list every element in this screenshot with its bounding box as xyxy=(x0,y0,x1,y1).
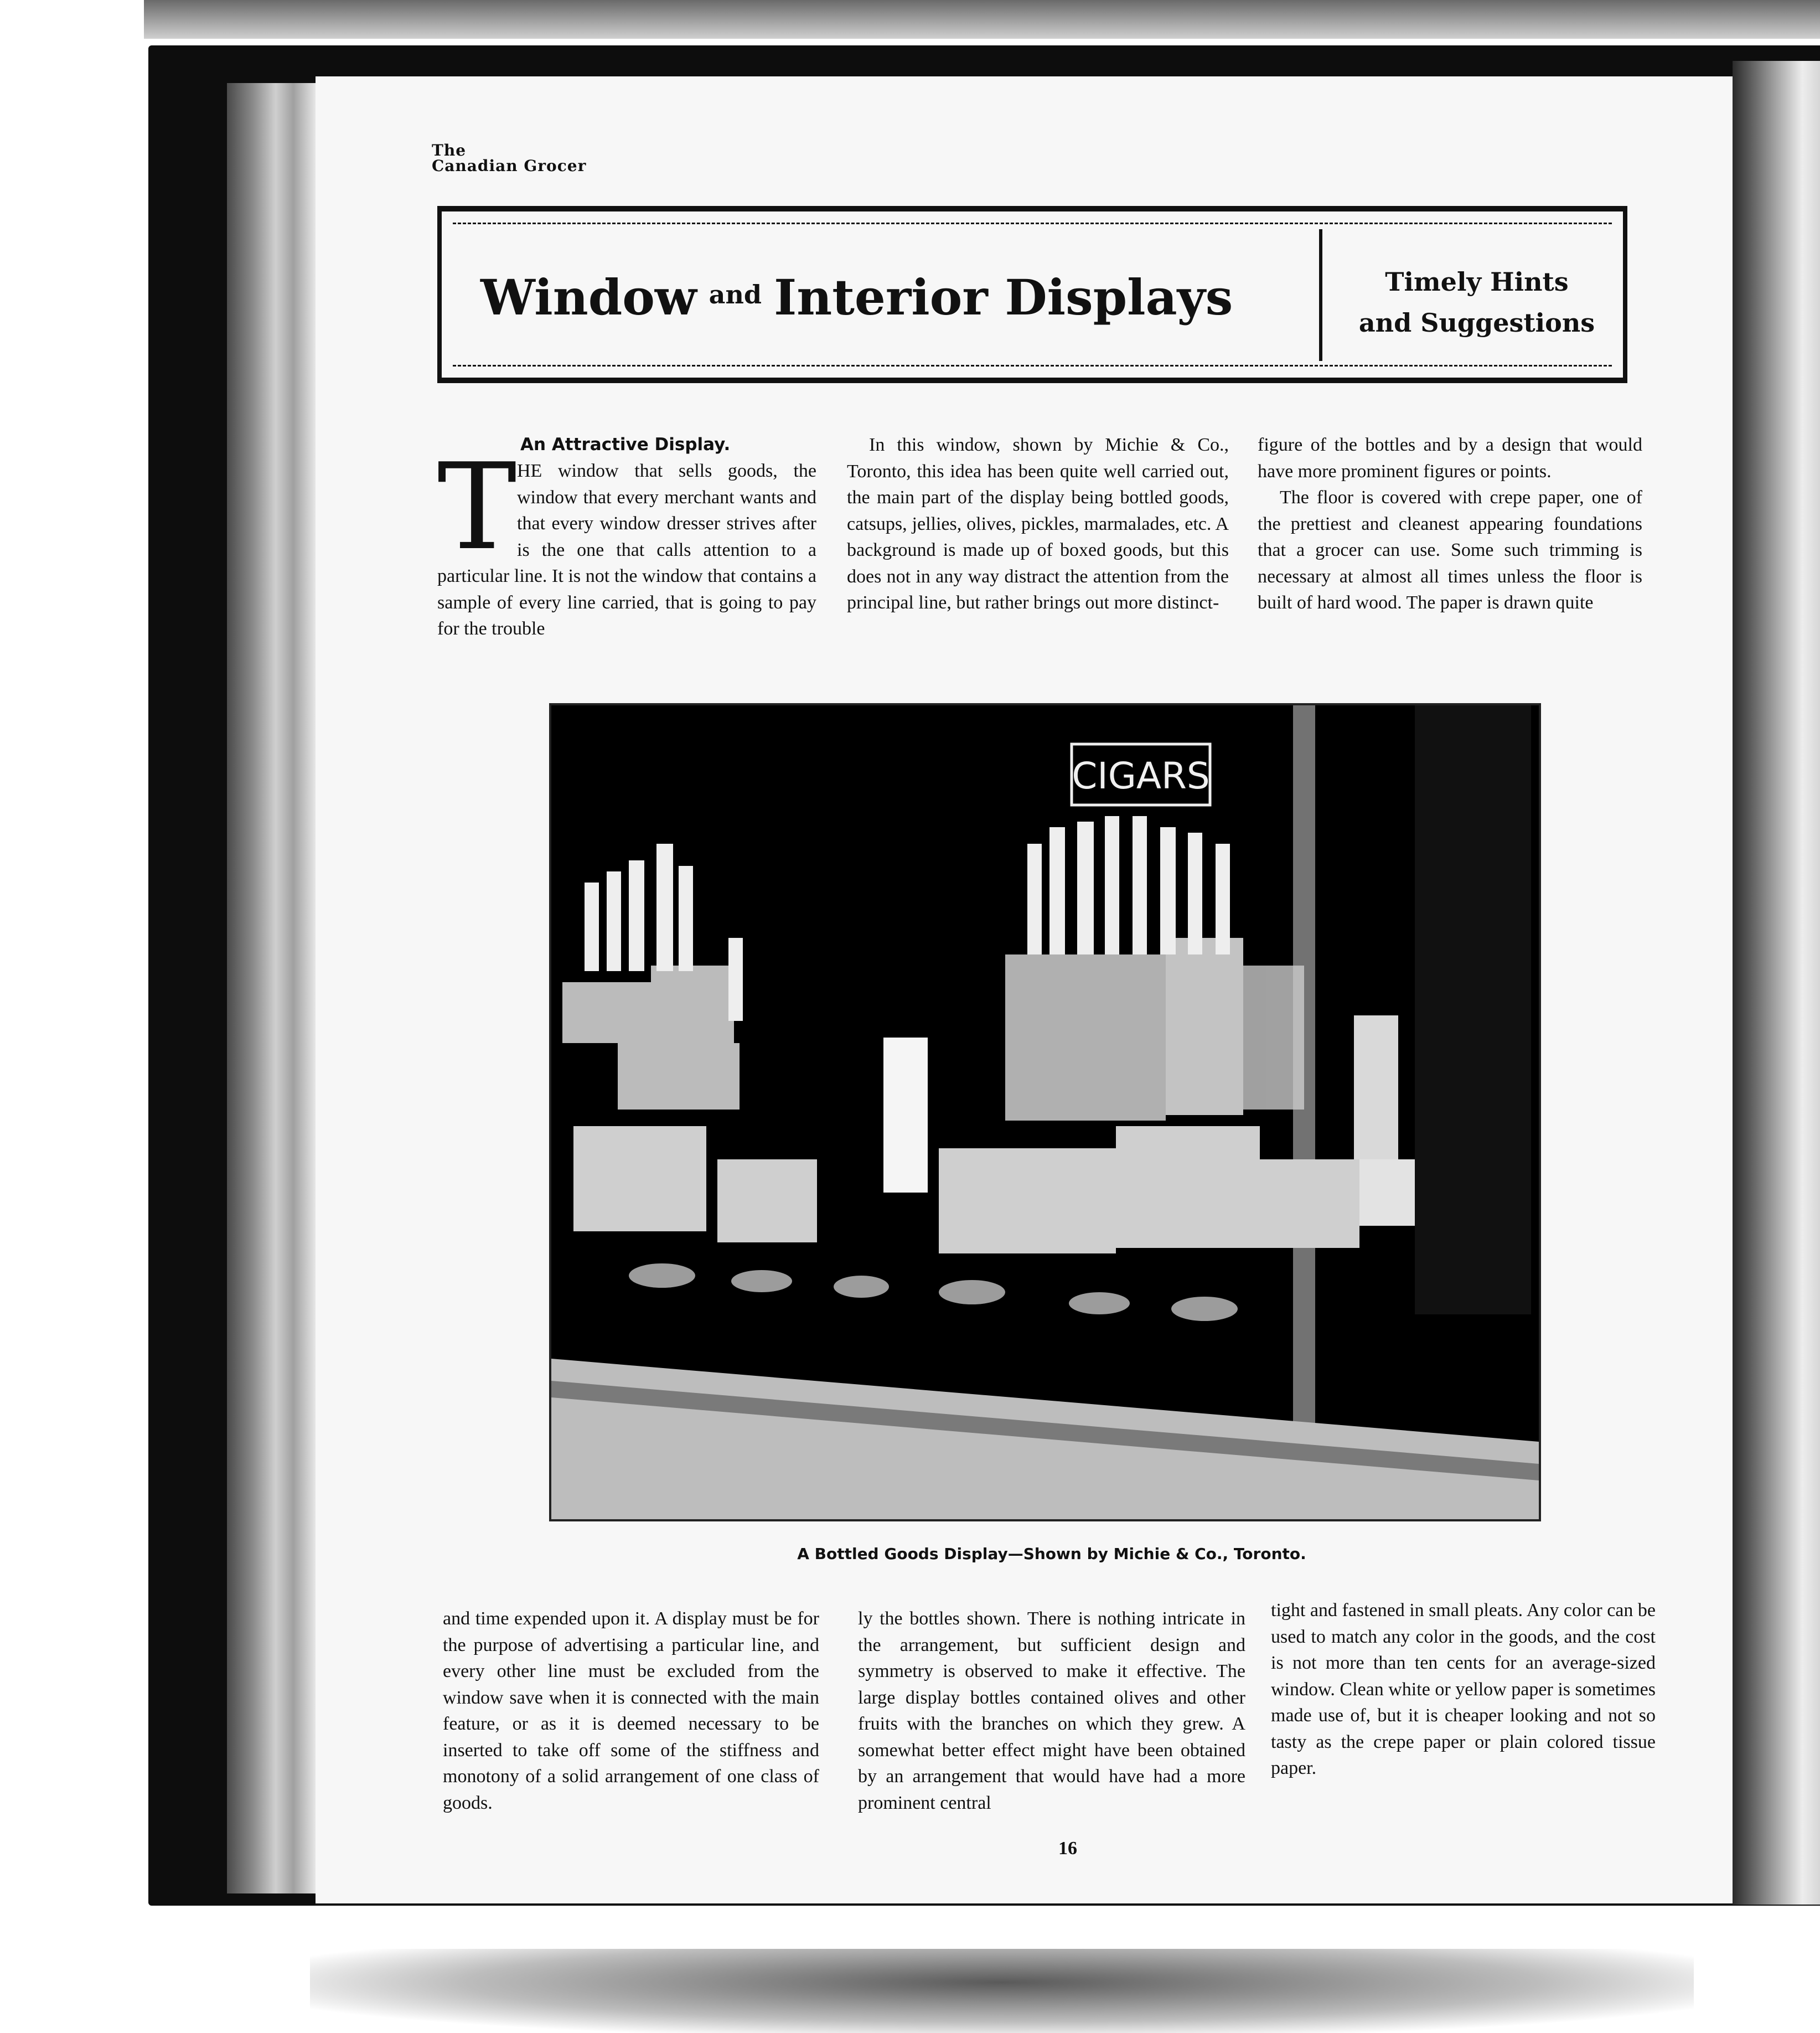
banner-side-line1: Timely Hints xyxy=(1385,267,1569,297)
banner-divider xyxy=(1319,229,1322,361)
column-2-bottom-text: ly the bottles shown. There is nothing intricate in the arrangement, but sufficient design and symmetry is observed to make it effective. The large display bottles contained olives and other fruits with the branches on which they grew. A somewhat better effect might have been obtained by an arrangement that would have had a more prominent central xyxy=(858,1608,1245,1813)
column-2-top-text: In this window, shown by Michie & Co., Toronto, this idea has been quite well carried out, the main part of the display being bottled goods, catsups, jellies, olives, pickles, marmalades, etc. A background is made up of boxed goods, but this does not in any way distract the attention from the principal line, but rather brings out more distinct- xyxy=(847,435,1229,613)
column-2-bottom xyxy=(858,1606,1245,1816)
article-subheading: An Attractive Display. xyxy=(520,435,731,455)
scan-top-shadow xyxy=(144,0,1820,39)
section-banner xyxy=(437,206,1627,383)
column-1-bottom xyxy=(443,1606,819,1816)
photo-caption: A Bottled Goods Display—Shown by Michie & Co., Toronto. xyxy=(797,1545,1306,1563)
column-2-top xyxy=(847,432,1229,616)
banner-title-displays: Interior Displays xyxy=(774,269,1233,326)
banner-side-text xyxy=(1333,261,1621,343)
banner-title-and: and xyxy=(709,280,762,309)
column-3-top-para2: The floor is covered with crepe paper, one of the prettiest and cleanest appearing foundations that a grocer can use. Some such trimming is necessary at almost all times unless the floor is built of hard wood. The paper is drawn quite xyxy=(1258,487,1642,613)
banner-side-line2: and Suggestions xyxy=(1358,308,1595,338)
banner-title-window: Window xyxy=(480,269,697,326)
page-edges-left xyxy=(227,83,316,1893)
window-dark-pane xyxy=(1415,705,1531,1314)
photo-illustration xyxy=(551,705,1539,1519)
masthead-line2: Canadian Grocer xyxy=(432,157,587,175)
column-1-top-text: THE window that sells goods, the window that every merchant wants and that every window dresser strives after is the one that calls attention to a particular line. It is not the window that contains a sample of every line carried, that is going to pay for the trouble xyxy=(437,437,816,639)
masthead xyxy=(432,143,586,174)
display-photograph xyxy=(549,703,1541,1521)
scan-bottom-shadow xyxy=(310,1949,1694,2033)
window-post xyxy=(1293,705,1315,1519)
masthead-line1: The xyxy=(432,141,467,159)
column-3-bottom xyxy=(1271,1597,1656,1782)
column-3-top-para1: figure of the bottles and by a design that would have more prominent figures or points. xyxy=(1258,435,1642,482)
cigars-sign: CIGARS xyxy=(1072,755,1210,797)
page-number: 16 xyxy=(1058,1838,1077,1859)
page-edges-right xyxy=(1733,61,1820,1905)
banner-title xyxy=(480,267,1233,325)
column-3-top xyxy=(1258,432,1642,616)
column-1-top xyxy=(437,432,816,642)
drop-cap: T xyxy=(437,437,517,576)
column-1-bottom-text: and time expended upon it. A display must be for the purpose of advertising a particular line, and every other line must be excluded from the window save when it is connected with the main feature, or as it is deemed necessary to be inserted to take off some of the stiffness and monotony of a solid arrangement of one class of goods. xyxy=(443,1608,819,1813)
column-3-bottom-text: tight and fastened in small pleats. Any color can be used to match any color in the goods, and the cost is not more than ten cents for an average-sized window. Clean white or yellow paper is sometimes made use of, but it is cheaper looking and not so tasty as the crepe paper or plain colored tissue paper. xyxy=(1271,1600,1656,1778)
